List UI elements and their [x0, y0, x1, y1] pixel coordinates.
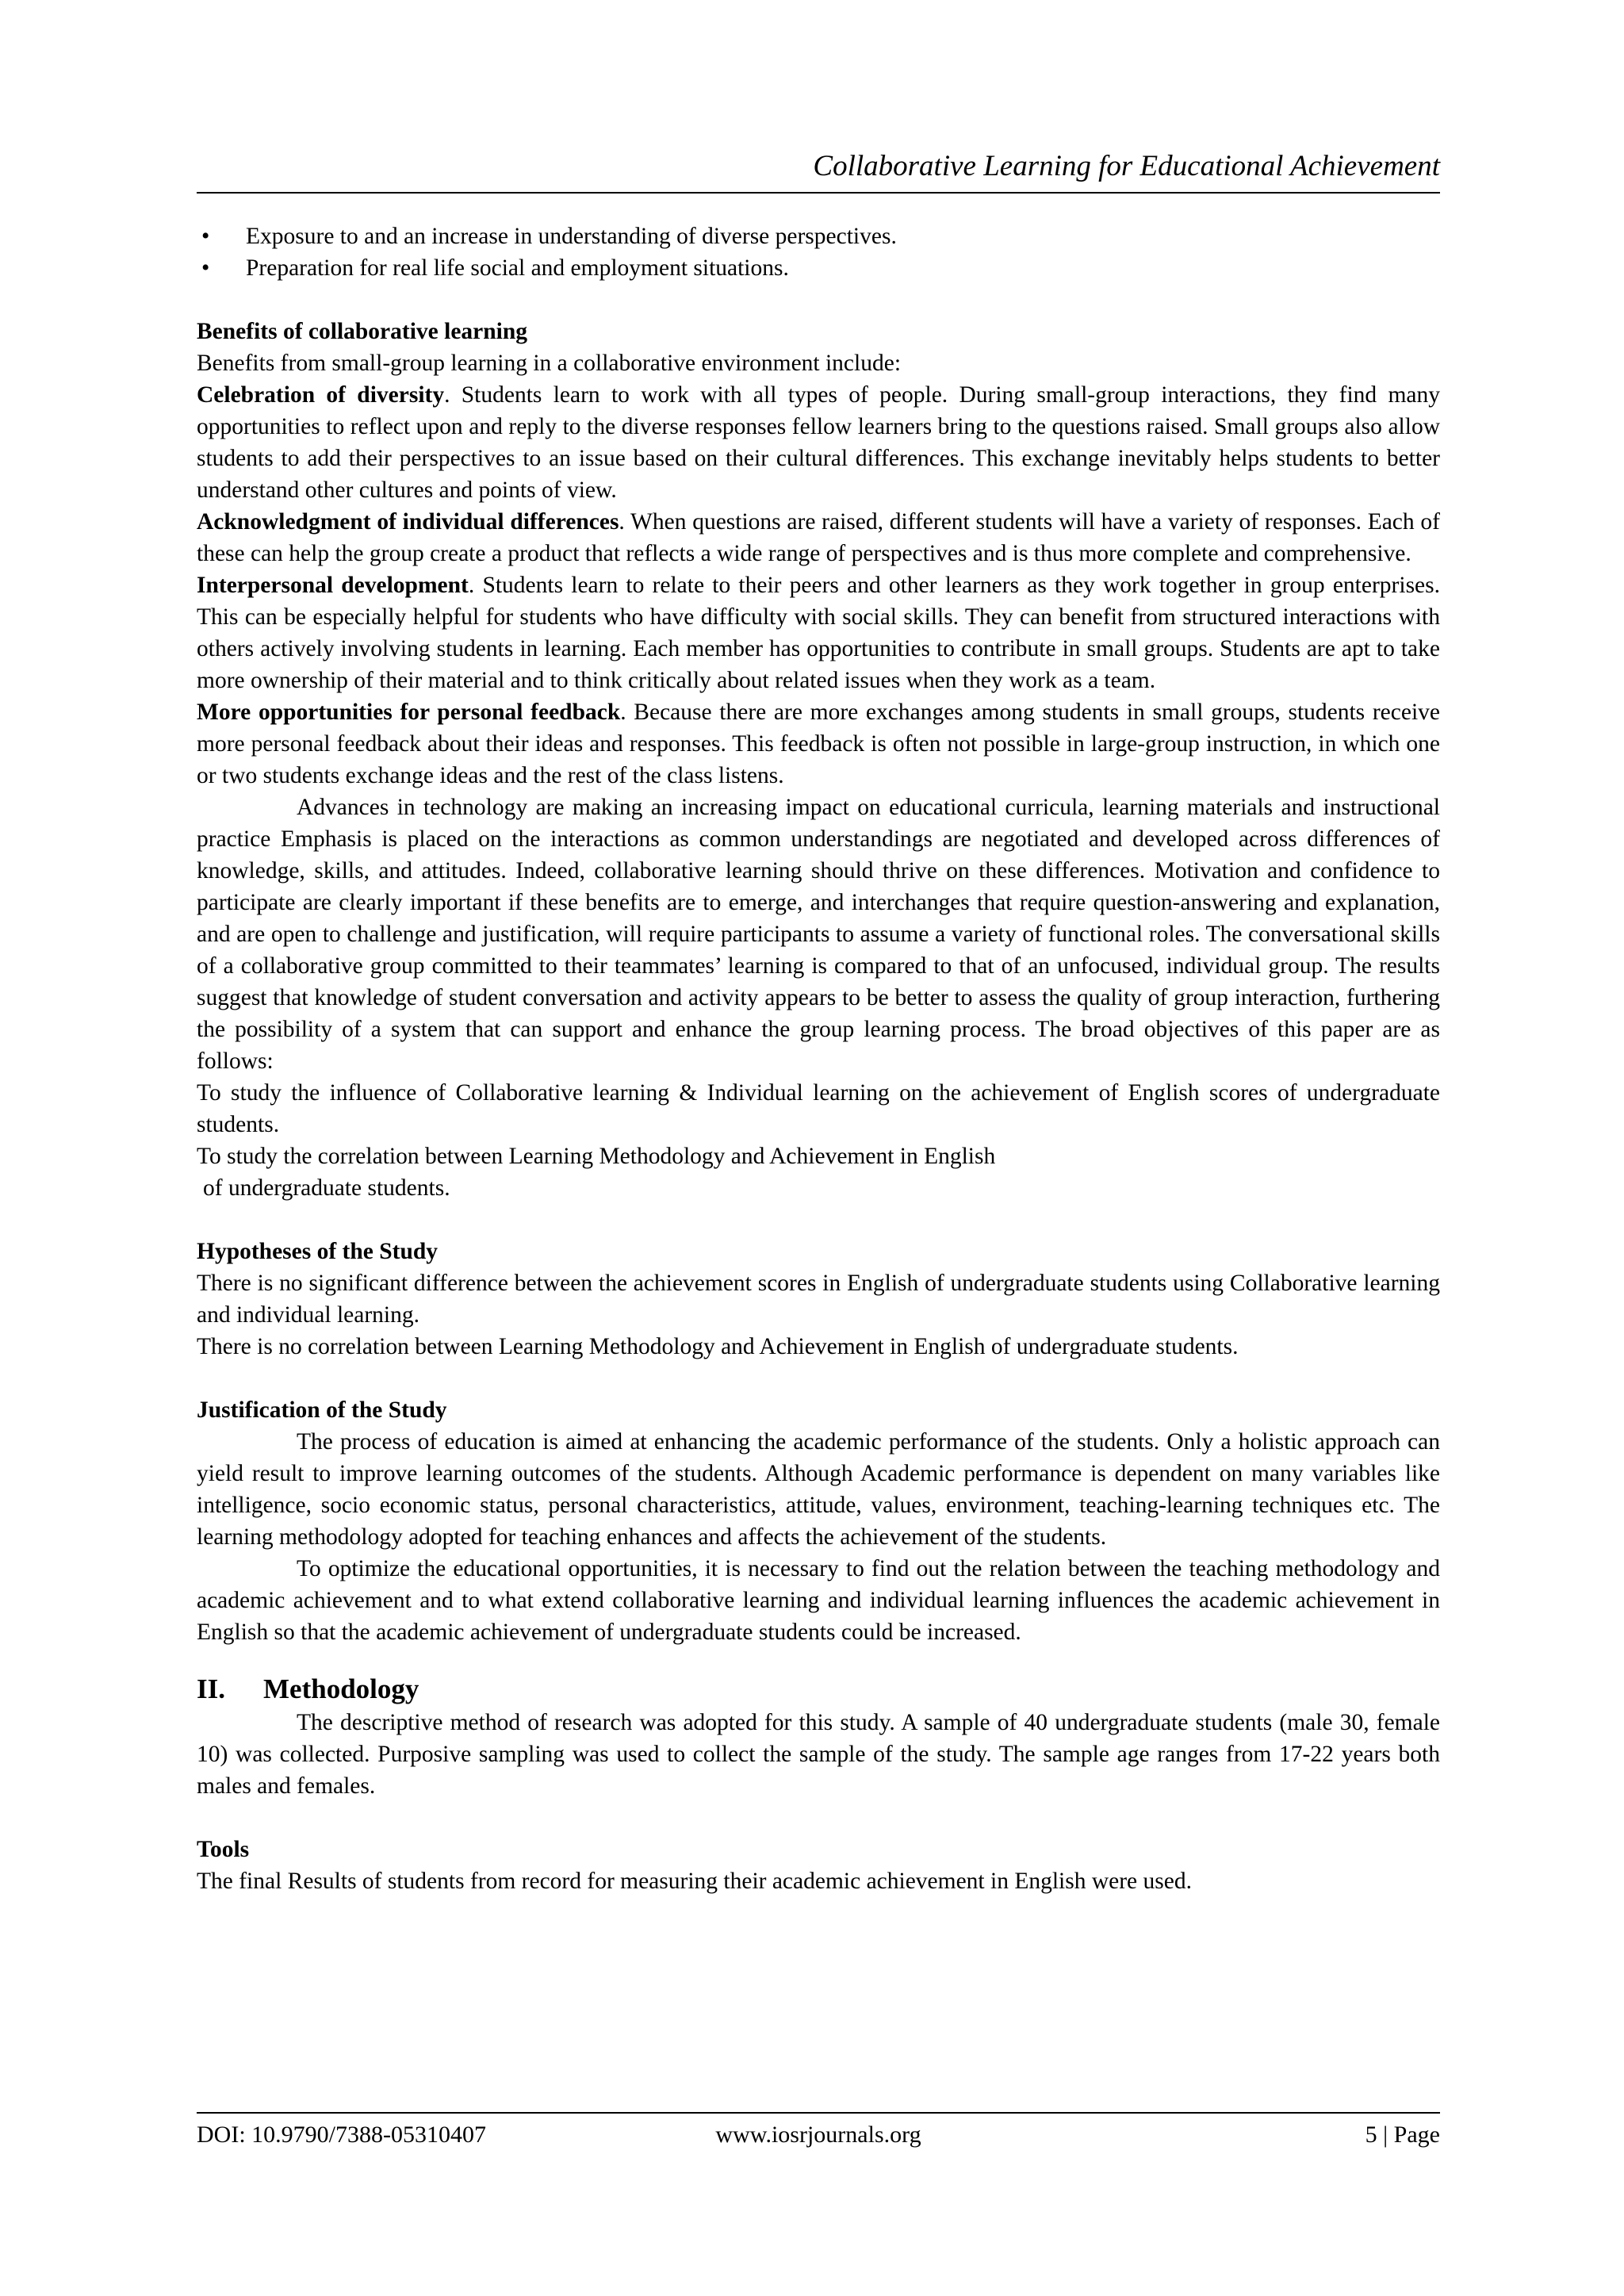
methodology-paragraph: The descriptive method of research was adopted for this study. A sample of 40 undergraduate students (male 30, female 10) was collected. Purposive sampling was used to collect the sample of the study. The sample age ranges from 17-22 years both males and females.	[197, 1710, 1440, 1799]
benefit-text: . Students learn to work with all types of people. During small-group interactions, they find many opportunities to reflect upon and reply to the diverse responses fellow learners bring to the questions raised. Small groups also allow students to add their perspectives to an issue based on their cultural differences. This exchange inevitably helps students to better understand other cultures and points of view.	[197, 382, 1440, 503]
bullet-list	[197, 220, 1440, 284]
section-heading-tools: Tools	[197, 1837, 250, 1862]
benefit-term: Acknowledgment of individual differences	[197, 509, 619, 535]
section-number: II.	[197, 1673, 225, 1704]
section-heading-hypotheses: Hypotheses of the Study	[197, 1239, 439, 1264]
list-item: • Exposure to and an increase in understanding of diverse perspectives.	[197, 220, 1440, 252]
footer-rule	[197, 2112, 1440, 2114]
tools-paragraph: The final Results of students from record for measuring their academic achievement in English were used.	[197, 1869, 1192, 1894]
benefit-paragraph	[197, 696, 1440, 792]
benefit-text: . Students learn to relate to their peers and other learners as they work together in group enterprises. This can be especially helpful for students who have difficulty with social skills. They can benefit from structured interactions with others actively involving students in learning. Each member has opportunities to contribute in small groups. Students are apt to take more ownership of their material and to think critically about related issues when they work as a team.	[197, 573, 1440, 693]
footer-website: www.iosrjournals.org	[715, 2122, 921, 2148]
benefit-term: More opportunities for personal feedback	[197, 700, 621, 725]
hypothesis-1: There is no significant difference between the achievement scores in English of undergraduate students using Collaborative learning and individual learning.	[197, 1271, 1440, 1328]
section-heading-justification: Justification of the Study	[197, 1397, 447, 1423]
justification-paragraph-2: To optimize the educational opportunities, it is necessary to find out the relation between the teaching methodology and academic achievement and to what extend collaborative learning and individual learning influences the academic achievement in English so that the academic achievement of undergraduate students could be increased.	[197, 1556, 1440, 1645]
benefit-paragraph	[197, 379, 1440, 506]
list-item: • Preparation for real life social and employment situations.	[197, 252, 1440, 284]
justification-paragraph-1: The process of education is aimed at enhancing the academic performance of the students. Only a holistic approach can yield result to improve learning outcomes of the students. Although Academic performance is dependent on many variables like intelligence, socio economic status, personal characteristics, attitude, values, environment, teaching-learning techniques etc. The learning methodology adopted for teaching enhances and affects the achievement of the students.	[197, 1429, 1440, 1550]
hypothesis-2: There is no correlation between Learning Methodology and Achievement in English of undergraduate students.	[197, 1334, 1239, 1359]
section-title-methodology	[197, 1672, 1440, 1707]
objective-2-line-2: of undergraduate students.	[203, 1175, 450, 1201]
objective-2-line-1: To study the correlation between Learning Methodology and Achievement in English	[197, 1144, 996, 1169]
page-content	[197, 220, 1440, 1897]
advances-paragraph: Advances in technology are making an increasing impact on educational curricula, learning materials and instructional practice Emphasis is placed on the interactions as common understandings are negotiated and developed across differences of knowledge, skills, and attitudes. Indeed, collaborative learning should thrive on these differences. Motivation and confidence to participate are clearly important if these benefits are to emerge, and interchanges that require question-answering and explanation, and are open to challenge and justification, will require participants to assume a variety of functional roles. The conversational skills of a collaborative group committed to their teammates’ learning is compared to that of an unfocused, individual group. The results suggest that knowledge of student conversation and activity appears to be better to assess the quality of group interaction, furthering the possibility of a system that can support and enhance the group learning process. The broad objectives of this paper are as follows:	[197, 795, 1440, 1074]
benefit-paragraph	[197, 569, 1440, 696]
benefit-text: . Because there are more exchanges among students in small groups, students receive more personal feedback about their ideas and responses. This feedback is often not possible in large-group instruction, in which one or two students exchange ideas and the rest of the class listens.	[197, 700, 1440, 788]
benefit-paragraph	[197, 506, 1440, 569]
benefits-intro: Benefits from small-group learning in a collaborative environment include:	[197, 351, 902, 376]
benefit-term: Interpersonal development	[197, 573, 469, 598]
running-head: Collaborative Learning for Educational Achievement	[813, 150, 1440, 182]
header-rule	[197, 192, 1440, 194]
benefit-term: Celebration of diversity	[197, 382, 445, 408]
footer-doi: DOI: 10.9790/7388-05310407	[197, 2122, 486, 2148]
section-title-text: Methodology	[263, 1673, 419, 1704]
benefit-text: . When questions are raised, different students will have a variety of responses. Each of these can help the group create a product that reflects a wide range of perspectives and is thus more complete and comprehensive.	[197, 509, 1440, 566]
section-heading-benefits: Benefits of collaborative learning	[197, 319, 528, 344]
objective-1: To study the influence of Collaborative learning & Individual learning on the achievement of English scores of undergraduate students.	[197, 1080, 1440, 1137]
footer-page-number: 5 | Page	[1365, 2122, 1440, 2148]
